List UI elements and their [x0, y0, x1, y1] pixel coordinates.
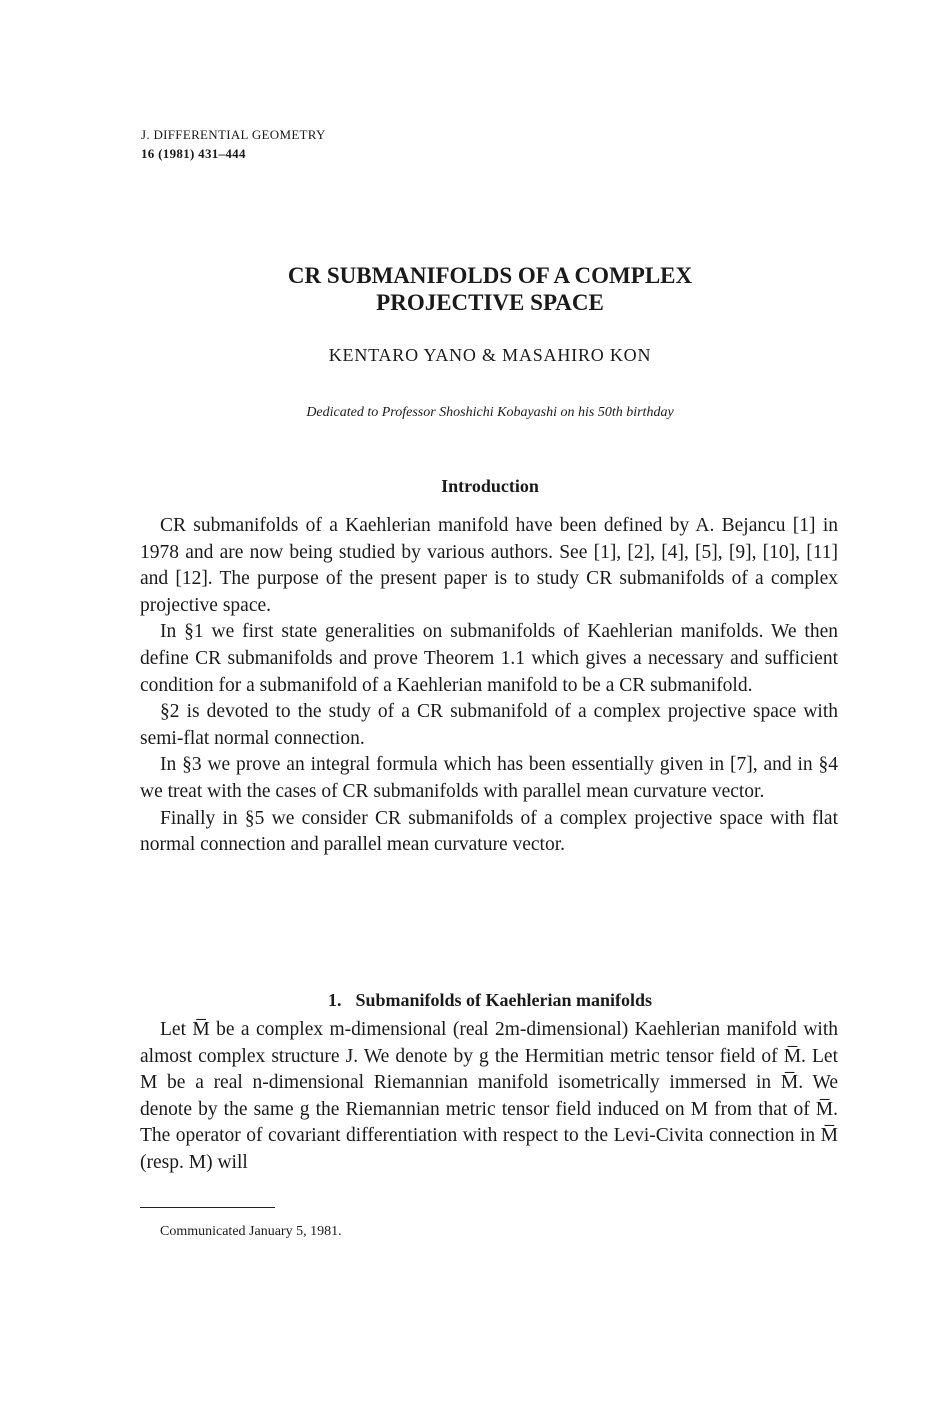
paper-authors: KENTARO YANO & MASAHIRO KON [328, 345, 652, 365]
footnote: Communicated January 5, 1981. [160, 1224, 342, 1239]
footnote-divider [140, 1207, 275, 1208]
section-1-heading [140, 990, 840, 1011]
section-1-body [140, 1017, 838, 1177]
introduction-paragraph: §2 is devoted to the study of a CR submanifold of a complex projective space with semi-flat normal connection. [140, 701, 838, 749]
introduction-paragraph: In §1 we first state generalities on submanifolds of Kaehlerian manifolds. We then define CR submanifolds and prove Theorem 1.1 which gives a necessary and sufficient condition for a submanifold of a Kaehlerian manifold to be a CR submanifold. [140, 621, 838, 696]
introduction-heading: Introduction [441, 476, 539, 496]
section-1-title: Submanifolds of Kaehlerian manifolds [355, 990, 653, 1010]
dedication: Dedicated to Professor Shoshichi Kobayashi on his 50th birthday [306, 405, 674, 420]
introduction-body [140, 513, 838, 859]
introduction-paragraph: Finally in §5 we consider CR submanifolds of a complex projective space with flat normal connection and parallel mean curvature vector. [140, 807, 838, 856]
section-1-number: 1. [327, 990, 342, 1010]
journal-volume: 16 (1981) 431–444 [141, 146, 246, 161]
journal-header [141, 125, 326, 163]
journal-name: J. DIFFERENTIAL GEOMETRY [141, 127, 326, 142]
paper-title [140, 262, 840, 316]
introduction-paragraph: CR submanifolds of a Kaehlerian manifold have been defined by A. Bejancu [1] in 1978 and are now being studied by various authors. See [1], [2], [4], [5], [9], [10], [11] and [12]. The purpose of the present paper is to study CR submanifolds of a complex projective space. [140, 515, 838, 616]
section-1-paragraph: Let M̅ be a complex m-dimensional (real 2m-dimensional) Kaehlerian manifold with almost complex structure J. We denote by g the Hermitian metric tensor field of M̅. Let M be a real n-dimensional Riemannian manifold isometrically immersed in M̅. We denote by the same g the Riemannian metric tensor field induced on M from that of M̅. The operator of covariant differentiation with respect to the Levi-Civita connection in M̅ (resp. M) will [140, 1019, 838, 1173]
paper-title-line-2: PROJECTIVE SPACE [376, 290, 604, 315]
paper-title-line-1: CR SUBMANIFOLDS OF A COMPLEX [287, 263, 693, 288]
introduction-paragraph: In §3 we prove an integral formula which has been essentially given in [7], and in §4 we treat with the cases of CR submanifolds with parallel mean curvature vector. [140, 754, 838, 802]
